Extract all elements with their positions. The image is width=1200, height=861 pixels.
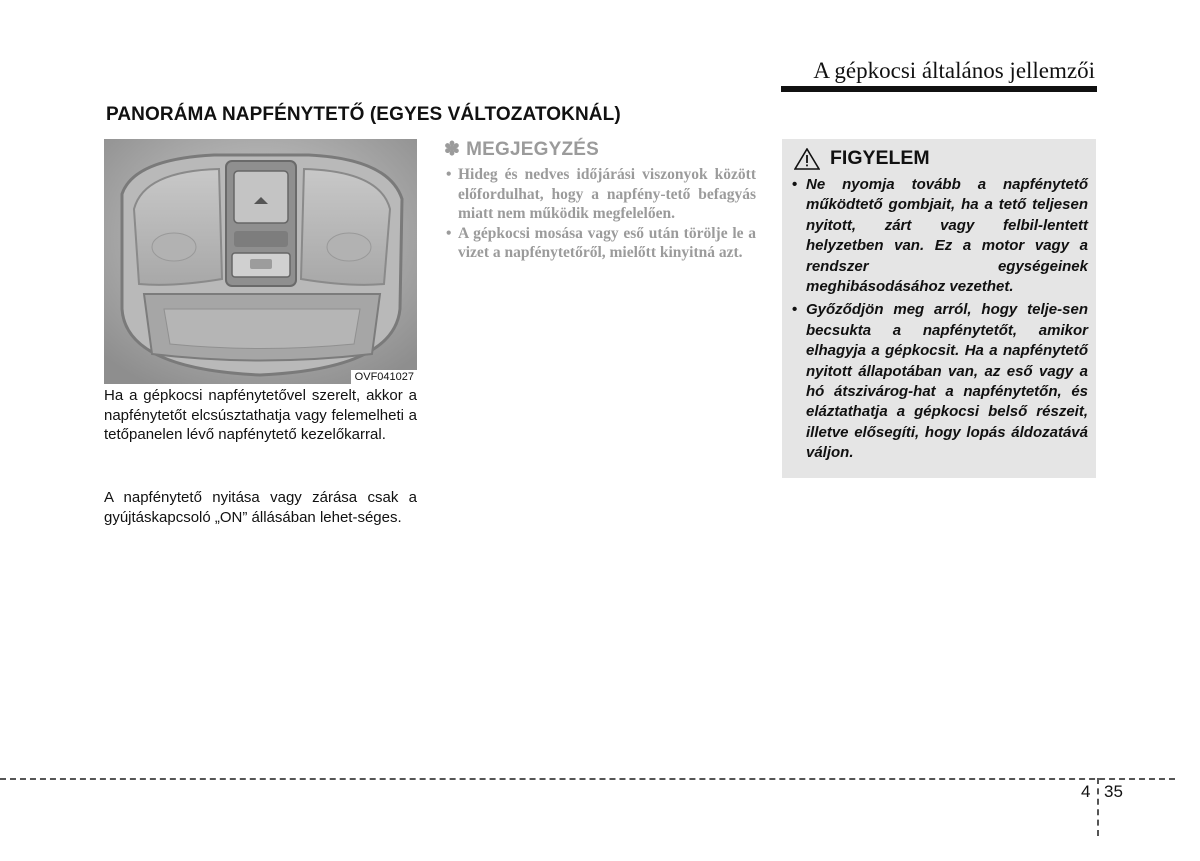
header-rule bbox=[781, 86, 1097, 92]
note-item: • Hideg és nedves időjárási viszonyok között előfordulhat, hogy a napfény-tető befagyás miatt nem működik megfelelően. bbox=[444, 165, 756, 224]
warning-heading bbox=[790, 147, 1088, 170]
warning-title: FIGYELEM bbox=[830, 147, 930, 169]
warning-triangle-icon bbox=[794, 148, 820, 170]
warning-item: • Ne nyomja tovább a napfénytető működtető gombjait, ha a tető teljesen nyitott, zárt vagy felbil-lentett helyzetben van. Ez a motor vagy a rendszer egységeinek meghibásodásához vezethet. bbox=[790, 175, 1088, 297]
warning-item: • Győződjön meg arról, hogy telje-sen becsukta a napfénytetőt, amikor elhagyja a gépkocsit. Ha a napfénytető nyitott állapotában van, az eső vagy a hó átszivárog-hat a napfénytetőn, és eláztathatja a gépkocsi belső részeit, illetve elősegíti, hogy lopás áldozatává váljon. bbox=[790, 300, 1088, 463]
sunroof-control-photo bbox=[104, 139, 417, 384]
note-box bbox=[444, 138, 756, 263]
body-paragraph: A napfénytető nyitása vagy zárása csak a gyújtáskapcsoló „ON” állásában lehet-séges. bbox=[104, 489, 417, 526]
page-number: 35 bbox=[1104, 782, 1123, 801]
running-header-title: A gépkocsi általános jellemzői bbox=[813, 58, 1095, 83]
overhead-console-illustration bbox=[104, 139, 417, 384]
asterisk-icon: ✽ bbox=[444, 139, 461, 160]
note-title: MEGJEGYZÉS bbox=[466, 139, 600, 160]
note-heading bbox=[444, 138, 756, 161]
note-list bbox=[444, 165, 756, 263]
warning-box bbox=[782, 139, 1096, 478]
footer-dashed-rule bbox=[0, 778, 1175, 780]
chapter-number: 4 bbox=[1081, 782, 1091, 801]
body-paragraph: Ha a gépkocsi napfénytetővel szerelt, akkor a napfénytetőt elcsúsztathatja vagy felemelheti a tetőpanelen lévő napfénytető kezelőkarral. bbox=[104, 387, 417, 443]
section-title: PANORÁMA NAPFÉNYTETŐ (EGYES VÁLTOZATOKNÁL) bbox=[106, 104, 621, 125]
warning-list bbox=[790, 175, 1088, 464]
note-item: • A gépkocsi mosása vagy eső után törölje le a vizet a napfénytetőről, mielőtt kinyitná azt. bbox=[444, 224, 756, 263]
photo-code-label: OVF041027 bbox=[351, 370, 417, 384]
footer-dashed-divider bbox=[1097, 778, 1099, 836]
